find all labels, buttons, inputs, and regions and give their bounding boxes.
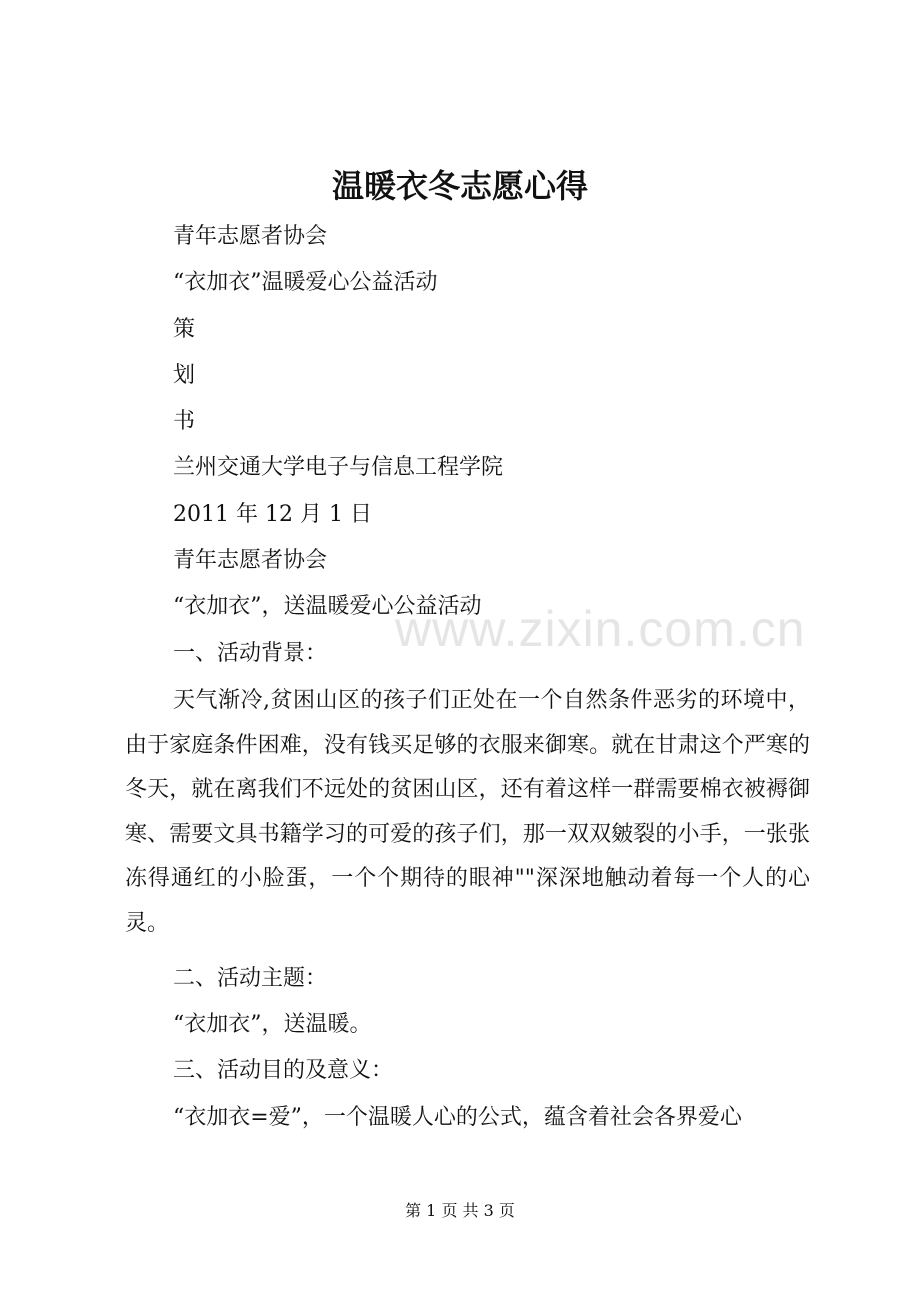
document-title: 温暖衣冬志愿心得 [331,167,588,205]
section-heading: 三、活动目的及意义： [173,1058,394,1083]
text-line: “衣加衣”温暖爱心公益活动 [173,270,438,295]
text-line: 书 [173,409,196,434]
watermark: www.zixin.com.cn [395,601,806,657]
text-line: 2011 年 12 月 1 日 [173,502,372,527]
section-heading: 二、活动主题： [173,966,328,991]
text-line: 兰州交通大学电子与信息工程学院 [173,455,504,480]
text-line: 策 [173,317,196,342]
page-footer: 第 1 页 共 3 页 [405,1201,515,1220]
text-line: 青年志愿者协会 [173,548,328,573]
text-line: 青年志愿者协会 [173,224,328,249]
text-line: “衣加衣”，送温暖。 [173,1012,372,1037]
paragraph-background: 天气渐冷,贫困山区的孩子们正处在一个自然条件恶劣的环境中，由于家庭条件困难，没有钱买足够的衣服来御寒。就在甘肃这个严寒的冬天，就在离我们不远处的贫困山区，还有着这样一群需要棉衣被褥御寒、需要文具书籍学习的可爱的孩子们，那一双双皴裂的小手，一张张冻得通红的小脸蛋，一个个期待的眼神""深深地触动着每一个人的心灵。 [125,688,810,936]
paragraph-purpose: “衣加衣=爱”，一个温暖人心的公式，蕴含着社会各界爱心 [173,1105,742,1130]
section-heading: 一、活动背景： [173,641,328,666]
text-line: 划 [173,363,196,388]
text-line: “衣加衣”，送温暖爱心公益活动 [173,594,482,619]
